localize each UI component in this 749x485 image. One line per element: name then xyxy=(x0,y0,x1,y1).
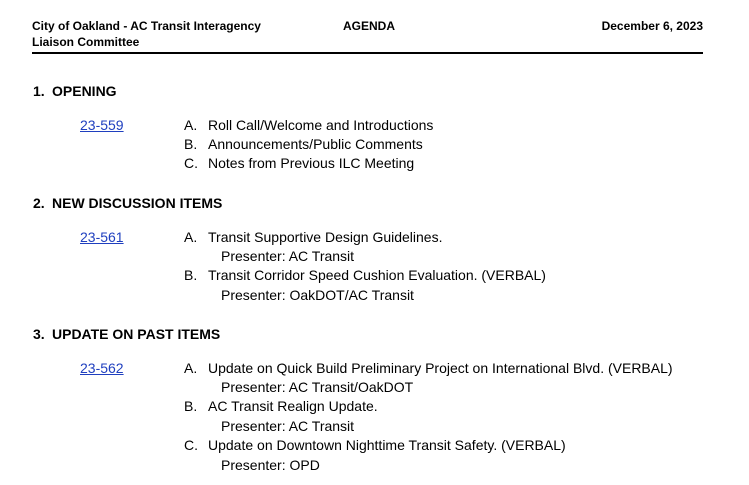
agenda-item xyxy=(184,360,673,376)
item-presenter: Presenter: OakDOT/AC Transit xyxy=(221,287,414,303)
item-text: Notes from Previous ILC Meeting xyxy=(208,155,415,171)
item-text: Transit Corridor Speed Cushion Evaluation. (VERBAL) xyxy=(208,267,546,283)
file-link-23-562[interactable]: 23-562 xyxy=(80,360,124,376)
item-letter: A. xyxy=(184,229,198,245)
section-title: UPDATE ON PAST ITEMS xyxy=(52,326,221,342)
agenda-item xyxy=(184,398,378,414)
section-number: 3. xyxy=(33,326,45,342)
meeting-date: December 6, 2023 xyxy=(601,19,703,33)
item-letter: C. xyxy=(184,155,198,171)
section-past-items-heading xyxy=(33,326,220,342)
item-text: Roll Call/Welcome and Introductions xyxy=(208,117,434,133)
item-text: AC Transit Realign Update. xyxy=(208,398,378,414)
item-presenter: Presenter: AC Transit xyxy=(221,248,355,264)
section-title: OPENING xyxy=(52,83,117,99)
item-letter: A. xyxy=(184,117,198,133)
section-new-discussion-heading xyxy=(33,195,222,211)
document-header xyxy=(32,18,703,54)
item-text: Update on Downtown Nighttime Transit Safety. (VERBAL) xyxy=(208,437,566,453)
item-letter: B. xyxy=(184,136,198,152)
committee-name-line1: City of Oakland - AC Transit Interagency xyxy=(32,19,261,33)
agenda-item xyxy=(184,117,433,133)
item-letter: B. xyxy=(184,398,198,414)
committee-name xyxy=(32,18,261,50)
item-letter: B. xyxy=(184,267,198,283)
section-title: NEW DISCUSSION ITEMS xyxy=(52,195,223,211)
item-presenter: Presenter: AC Transit xyxy=(221,418,355,434)
agenda-item xyxy=(184,155,414,171)
section-opening-heading xyxy=(33,83,117,99)
file-link-23-559[interactable]: 23-559 xyxy=(80,117,124,133)
item-text: Update on Quick Build Preliminary Project on International Blvd. (VERBAL) xyxy=(208,360,673,376)
section-number: 1. xyxy=(33,83,45,99)
section-number: 2. xyxy=(33,195,45,211)
agenda-item xyxy=(184,437,566,453)
item-letter: A. xyxy=(184,360,198,376)
agenda-item xyxy=(184,136,423,152)
item-text: Announcements/Public Comments xyxy=(208,136,423,152)
file-link-23-561[interactable]: 23-561 xyxy=(80,229,124,245)
item-presenter: Presenter: OPD xyxy=(221,457,320,473)
agenda-item xyxy=(184,229,443,245)
committee-name-line2: Liaison Committee xyxy=(32,35,140,49)
item-presenter: Presenter: AC Transit/OakDOT xyxy=(221,379,414,395)
item-text: Transit Supportive Design Guidelines. xyxy=(208,229,443,245)
agenda-title: AGENDA xyxy=(343,19,396,33)
item-letter: C. xyxy=(184,437,198,453)
agenda-item xyxy=(184,267,546,283)
